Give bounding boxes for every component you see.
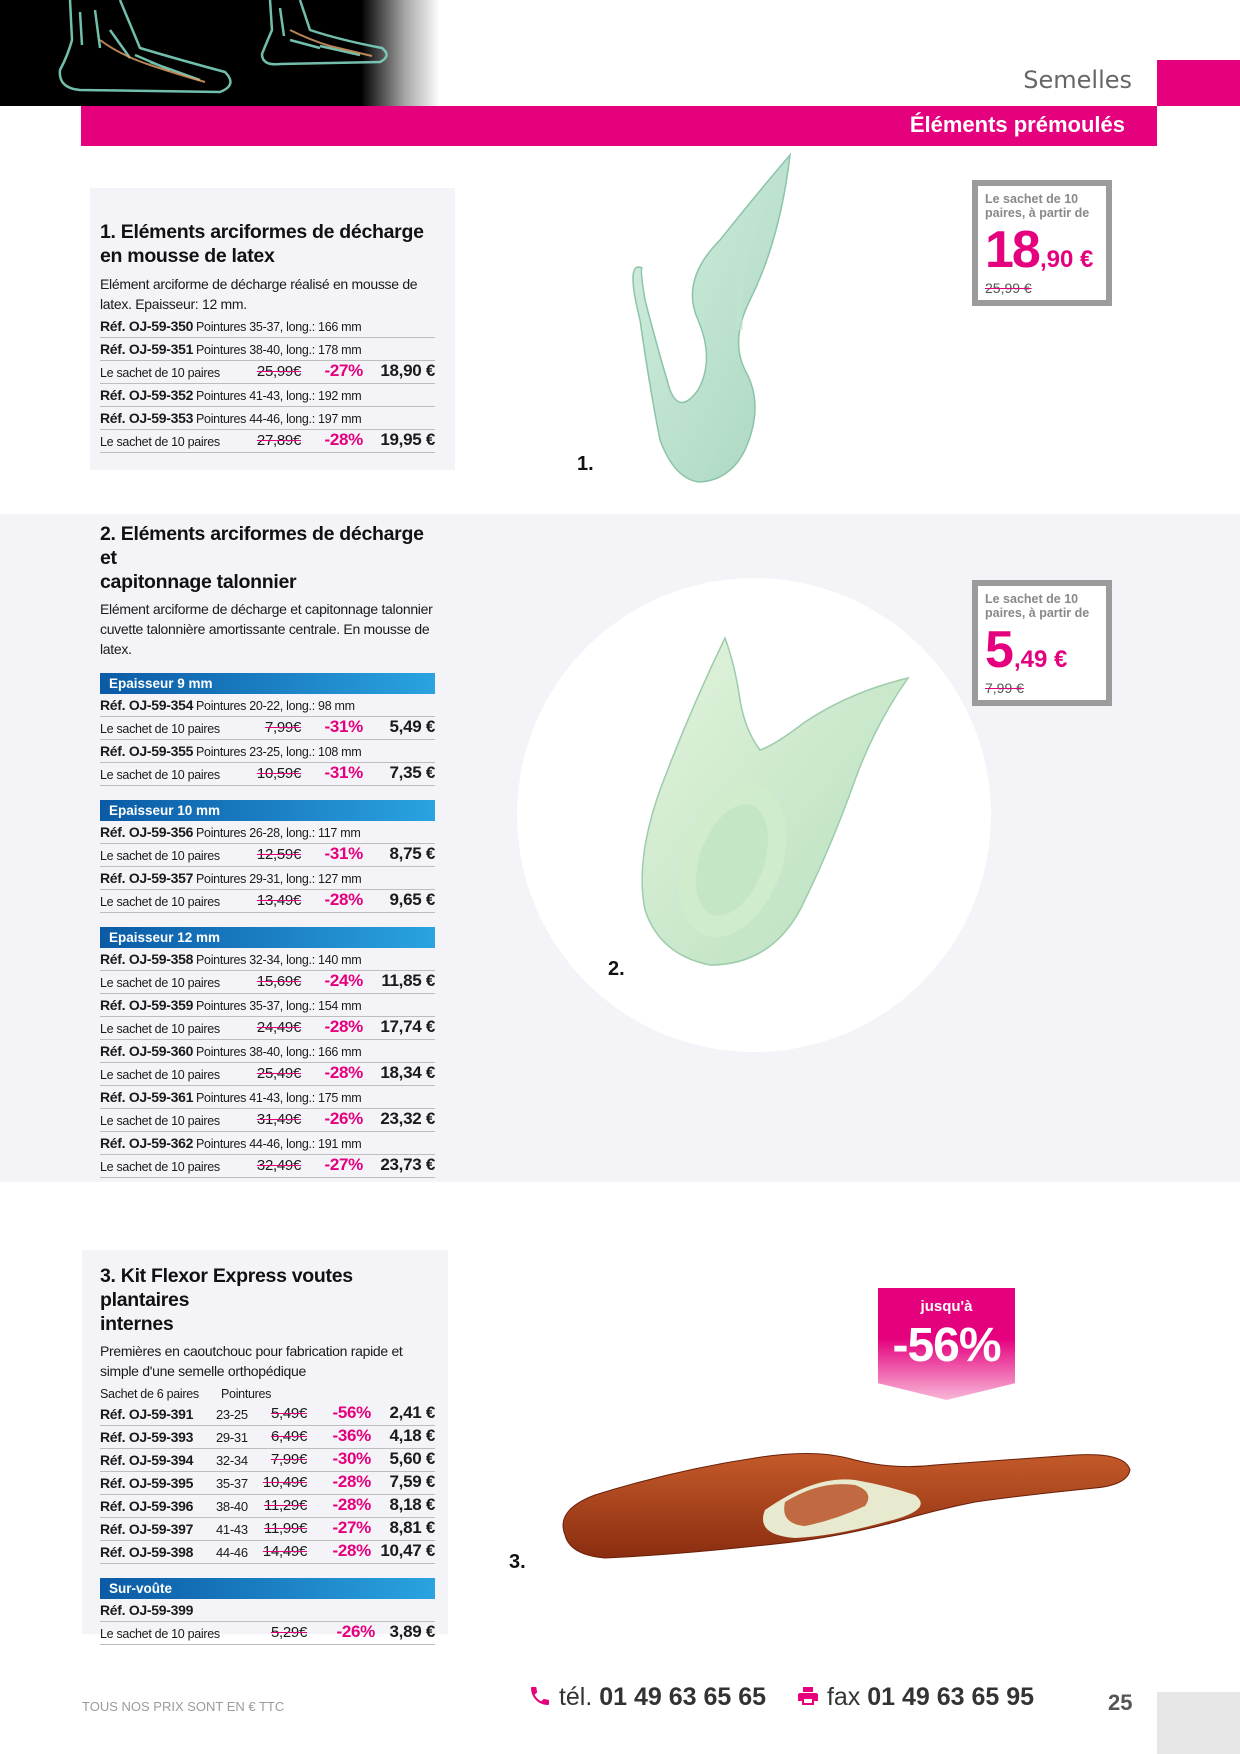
product-number-2: 2.	[608, 958, 625, 980]
price-row: Le sachet de 10 paires 32,49€ -27% 23,73 €	[100, 1155, 435, 1178]
price-box-label: Le sachet de 10 paires, à partir de	[985, 192, 1090, 220]
table-row: Réf. OJ-59-399	[100, 1599, 435, 1622]
price-row: Le sachet de 10 paires 15,69€ -24% 11,85 €	[100, 971, 435, 994]
insole-image	[555, 1440, 1135, 1565]
arch-insert-image	[620, 150, 820, 490]
price-row: Le sachet de 10 paires 27,89€ -28% 19,95 €	[100, 430, 435, 453]
fax-icon	[796, 1684, 820, 1708]
page-corner-marker	[1157, 1692, 1240, 1754]
price-box-integer: 5	[985, 621, 1012, 679]
survoute-header: Sur-voûte	[100, 1578, 435, 1599]
price-box-label: Le sachet de 10 paires, à partir de	[985, 592, 1090, 620]
price-box-1	[972, 180, 1112, 306]
page-number: 25	[1108, 1690, 1133, 1715]
thickness-header-10mm: Epaisseur 10 mm	[100, 800, 435, 821]
thickness-header-12mm: Epaisseur 12 mm	[100, 927, 435, 948]
phone-icon	[528, 1684, 552, 1708]
phone-contact	[528, 1683, 766, 1712]
price-row: Le sachet de 10 paires 24,49€ -28% 17,74 €	[100, 1017, 435, 1040]
price-row: Le sachet de 10 paires 10,59€ -31% 7,35 €	[100, 763, 435, 786]
table-row: Réf. OJ-59-358 Pointures 32-34, long.: 140 mm	[100, 948, 435, 971]
table-row: Réf. OJ-59-362 Pointures 44-46, long.: 191 mm	[100, 1132, 435, 1155]
category-title: Semelles	[1023, 66, 1132, 94]
table-row: Réf. OJ-59-393 29-31 6,49€ -36% 4,18 €	[100, 1426, 435, 1449]
section2	[100, 522, 435, 1178]
tel-label: tél.	[558, 1683, 593, 1711]
discount-badge	[878, 1288, 1015, 1400]
section2-title: 2. Eléments arciformes de décharge et capitonnage talonnier	[100, 523, 424, 593]
table-row: Réf. OJ-59-352 Pointures 41-43, long.: 192 mm	[100, 384, 435, 407]
price-box-2	[972, 580, 1112, 706]
table-row: Réf. OJ-59-351 Pointures 38-40, long.: 178 mm	[100, 338, 435, 361]
section3-title: 3. Kit Flexor Express voutes plantaires internes	[100, 1265, 353, 1335]
table-row: Réf. OJ-59-360 Pointures 38-40, long.: 166 mm	[100, 1040, 435, 1063]
section2-description: Elément arciforme de décharge et capitonnage talonnier cuvette talonnière amortissante centrale. En mousse de latex.	[100, 601, 433, 657]
price-row: Le sachet de 10 paires 25,99€ -27% 18,90 €	[100, 361, 435, 384]
table-row: Réf. OJ-59-394 32-34 7,99€ -30% 5,60 €	[100, 1449, 435, 1472]
tel-number[interactable]: 01 49 63 65 65	[599, 1683, 767, 1711]
section1-table	[100, 315, 435, 453]
col-pointures: Pointures	[221, 1387, 272, 1401]
table-row: Réf. OJ-59-361 Pointures 41-43, long.: 175 mm	[100, 1086, 435, 1109]
price-box-decimal: ,49 €	[1014, 646, 1068, 673]
fax-contact	[796, 1683, 1034, 1712]
price-row: Le sachet de 10 paires 7,99€ -31% 5,49 €	[100, 717, 435, 740]
section3-col-headers	[100, 1383, 435, 1403]
table-row: Réf. OJ-59-356 Pointures 26-28, long.: 117 mm	[100, 821, 435, 844]
product-number-3: 3.	[509, 1551, 526, 1573]
heel-cushion-image	[620, 630, 920, 970]
section-band	[81, 106, 1157, 146]
section1	[100, 220, 435, 453]
table-row: Réf. OJ-59-355 Pointures 23-25, long.: 108 mm	[100, 740, 435, 763]
section1-description: Elément arciforme de décharge réalisé en mousse de latex. Epaisseur: 12 mm.	[100, 276, 418, 312]
table-row: Réf. OJ-59-354 Pointures 20-22, long.: 98 mm	[100, 694, 435, 717]
footer-price-note: TOUS NOS PRIX SONT EN € TTC	[82, 1699, 285, 1714]
band-title: Éléments prémoulés	[909, 112, 1125, 137]
header-xray-image	[0, 0, 440, 106]
price-box-old-price: 7,99 €	[985, 680, 1024, 696]
price-row: Le sachet de 10 paires 5,29€ -26% 3,89 €	[100, 1622, 435, 1645]
fax-label: fax	[826, 1683, 861, 1711]
table-row: Réf. OJ-59-357 Pointures 29-31, long.: 127 mm	[100, 867, 435, 890]
table-row: Réf. OJ-59-397 41-43 11,99€ -27% 8,81 €	[100, 1518, 435, 1541]
price-box-integer: 18	[985, 221, 1039, 279]
col-sachet: Sachet de 6 paires	[100, 1387, 199, 1401]
table-row: Réf. OJ-59-359 Pointures 35-37, long.: 154 mm	[100, 994, 435, 1017]
category-marker	[1157, 60, 1240, 106]
table-row: Réf. OJ-59-396 38-40 11,29€ -28% 8,18 €	[100, 1495, 435, 1518]
product-number-1: 1.	[577, 453, 594, 475]
table-row: Réf. OJ-59-353 Pointures 44-46, long.: 197 mm	[100, 407, 435, 430]
price-row: Le sachet de 10 paires 25,49€ -28% 18,34 €	[100, 1063, 435, 1086]
section3	[100, 1264, 435, 1645]
price-row: Le sachet de 10 paires 12,59€ -31% 8,75 €	[100, 844, 435, 867]
price-box-decimal: ,90 €	[1040, 246, 1094, 273]
thickness-header-9mm: Epaisseur 9 mm	[100, 673, 435, 694]
table-row: Réf. OJ-59-395 35-37 10,49€ -28% 7,59 €	[100, 1472, 435, 1495]
fax-number[interactable]: 01 49 63 65 95	[867, 1683, 1035, 1711]
section3-description: Premières en caoutchouc pour fabrication rapide et simple d'une semelle orthopédique	[100, 1343, 403, 1379]
section1-title: 1. Eléments arciformes de décharge en mousse de latex	[100, 221, 424, 267]
discount-badge-prefix: jusqu'à	[920, 1298, 973, 1315]
table-row: Réf. OJ-59-391 23-25 5,49€ -56% 2,41 €	[100, 1403, 435, 1426]
table-row: Réf. OJ-59-398 44-46 14,49€ -28% 10,47 €	[100, 1541, 435, 1564]
price-box-old-price: 25,99 €	[985, 280, 1032, 296]
price-row: Le sachet de 10 paires 31,49€ -26% 23,32 €	[100, 1109, 435, 1132]
table-row: Réf. OJ-59-350 Pointures 35-37, long.: 166 mm	[100, 315, 435, 338]
price-row: Le sachet de 10 paires 13,49€ -28% 9,65 €	[100, 890, 435, 913]
discount-badge-value: -56%	[892, 1319, 1001, 1372]
